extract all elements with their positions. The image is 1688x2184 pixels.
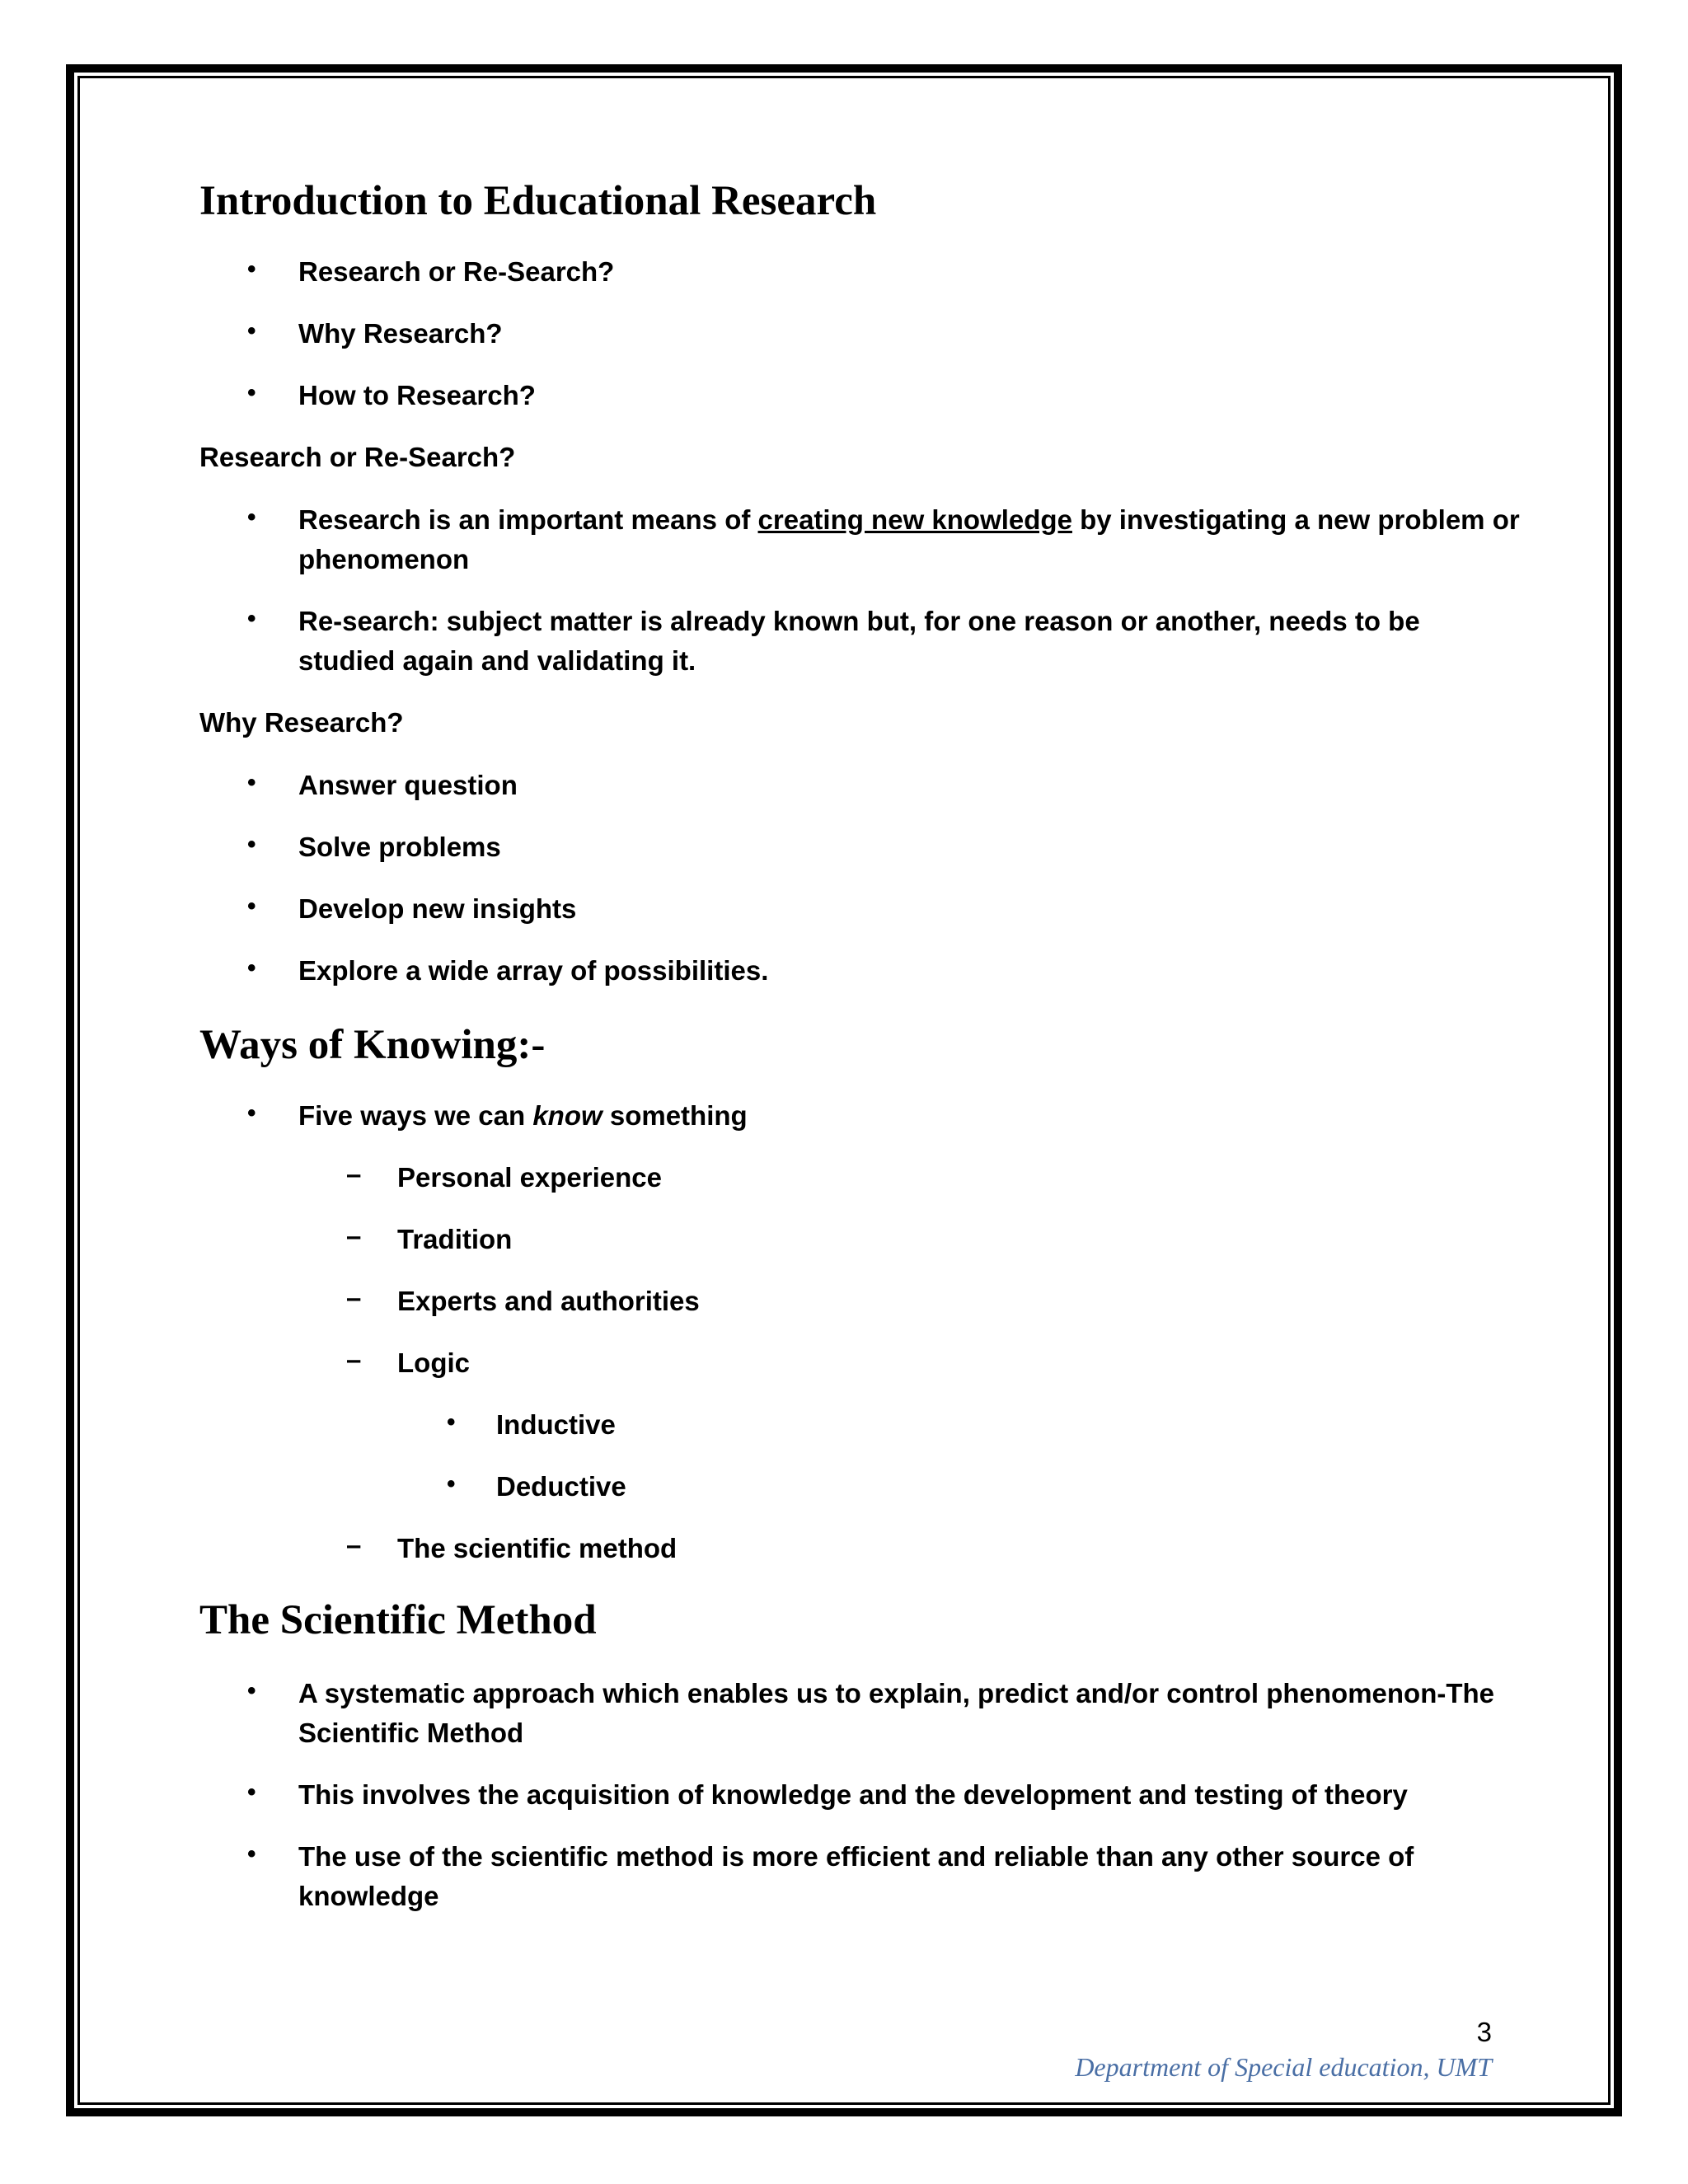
sub-sub-list-item: Deductive <box>496 1471 626 1502</box>
heading-introduction: Introduction to Educational Research <box>199 178 877 224</box>
list-item <box>298 500 1520 540</box>
bullet-icon: • <box>247 893 256 920</box>
list-item: Why Research? <box>298 318 503 349</box>
sub-list-item: Experts and authorities <box>397 1286 700 1316</box>
dash-icon: – <box>346 1530 362 1560</box>
bullet-icon: • <box>247 504 256 531</box>
sub-list-item: Logic <box>397 1347 470 1378</box>
bullet-icon: • <box>247 1779 256 1806</box>
section-title-research: Research or Re-Search? <box>199 442 516 472</box>
list-item: Research or Re-Search? <box>298 256 615 287</box>
ways-text-post: something <box>602 1100 748 1131</box>
list-item: This involves the acquisition of knowledge and the development and testing of theory <box>298 1779 1408 1810</box>
research-text-post: by investigating a new problem or <box>1071 504 1520 535</box>
bullet-icon: • <box>247 379 256 406</box>
sub-sub-list-item: Inductive <box>496 1409 616 1440</box>
list-item: How to Research? <box>298 380 536 410</box>
list-item: Re-search: subject matter is already known but, for one reason or another, needs to be <box>298 606 1420 636</box>
dash-icon: – <box>346 1159 362 1189</box>
list-item-continuation: Scientific Method <box>298 1718 524 1748</box>
footer-department: Department of Special education, UMT <box>1075 2052 1492 2082</box>
list-item: Develop new insights <box>298 893 577 924</box>
dash-icon: – <box>346 1282 362 1313</box>
bullet-icon: • <box>247 605 256 632</box>
heading-scientific-method: The Scientific Method <box>199 1597 597 1643</box>
bullet-icon: • <box>247 1840 256 1868</box>
sub-list-item: Tradition <box>397 1224 513 1254</box>
bullet-icon: • <box>447 1408 456 1436</box>
heading-ways-of-knowing: Ways of Knowing:- <box>199 1022 546 1068</box>
list-item: The use of the scientific method is more efficient and reliable than any other source of <box>298 1841 1414 1872</box>
sub-list-item: Personal experience <box>397 1162 663 1193</box>
bullet-icon: • <box>247 255 256 283</box>
creating-new-knowledge-link: creating new knowledge <box>757 504 1072 535</box>
list-item <box>298 1096 748 1136</box>
sub-list-item: The scientific method <box>397 1533 678 1563</box>
list-item: Explore a wide array of possibilities. <box>298 955 769 986</box>
section-title-why: Why Research? <box>199 707 404 738</box>
list-item-continuation: phenomenon <box>298 544 470 574</box>
research-text-pre: Research is an important means of <box>298 504 758 535</box>
list-item: A systematic approach which enables us to explain, predict and/or control phenomenon-The <box>298 1678 1495 1708</box>
list-item: Solve problems <box>298 832 501 862</box>
bullet-icon: • <box>247 317 256 344</box>
bullet-icon: • <box>447 1470 456 1497</box>
ways-text-pre: Five ways we can <box>298 1100 533 1131</box>
bullet-icon: • <box>247 1677 256 1704</box>
bullet-icon: • <box>247 1099 256 1127</box>
bullet-icon: • <box>247 954 256 982</box>
list-item-continuation: knowledge <box>298 1881 439 1911</box>
dash-icon: – <box>346 1344 362 1375</box>
ways-text-emphasis: know <box>532 1100 603 1131</box>
bullet-icon: • <box>247 831 256 858</box>
bullet-icon: • <box>247 769 256 796</box>
list-item-continuation: studied again and validating it. <box>298 645 696 676</box>
page-number: 3 <box>1476 2017 1492 2047</box>
list-item: Answer question <box>298 770 518 800</box>
dash-icon: – <box>346 1221 362 1251</box>
